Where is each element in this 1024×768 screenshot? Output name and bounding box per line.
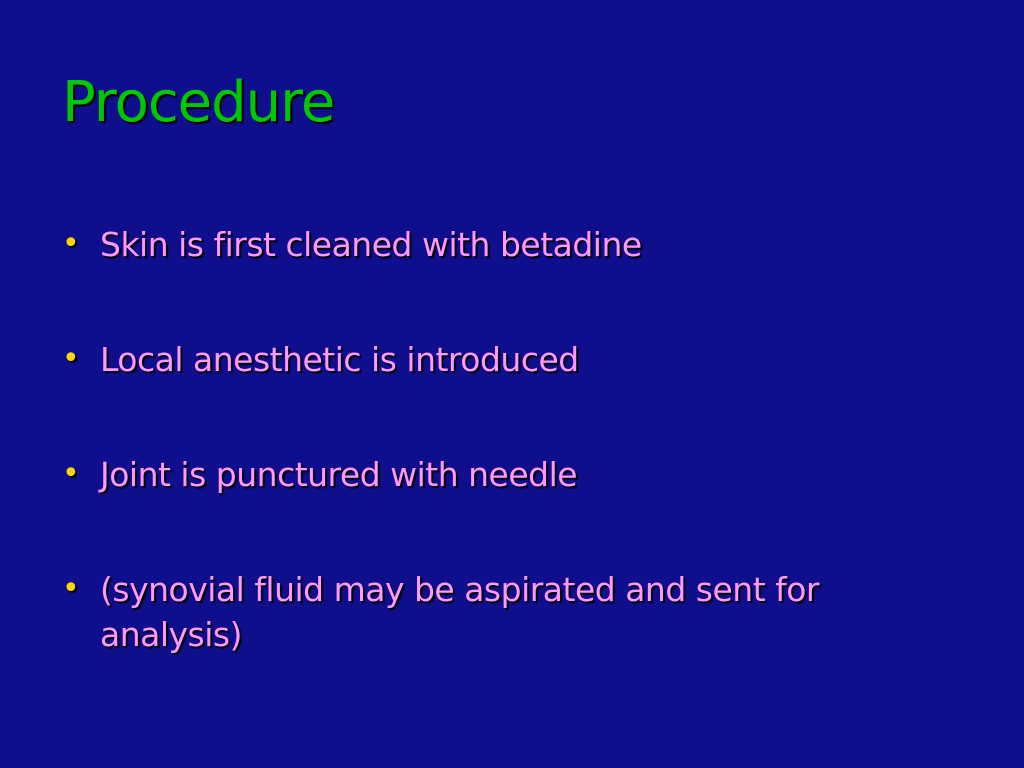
bullet-icon: • <box>62 341 80 376</box>
bullet-item <box>62 222 962 267</box>
bullet-text: (synovial fluid may be aspirated and sent for analysis) <box>100 570 820 654</box>
bullet-icon: • <box>62 456 80 491</box>
bullet-item <box>62 567 962 657</box>
bullet-icon: • <box>62 226 80 261</box>
bullet-text: Joint is punctured with needle <box>100 455 578 494</box>
bullet-icon: • <box>62 571 80 606</box>
bullet-item <box>62 452 962 497</box>
bullet-text: Local anesthetic is introduced <box>100 340 579 379</box>
slide-title: Procedure <box>62 70 335 135</box>
bullet-list <box>62 222 962 657</box>
bullet-text: Skin is first cleaned with betadine <box>100 225 642 264</box>
bullet-item <box>62 337 962 382</box>
